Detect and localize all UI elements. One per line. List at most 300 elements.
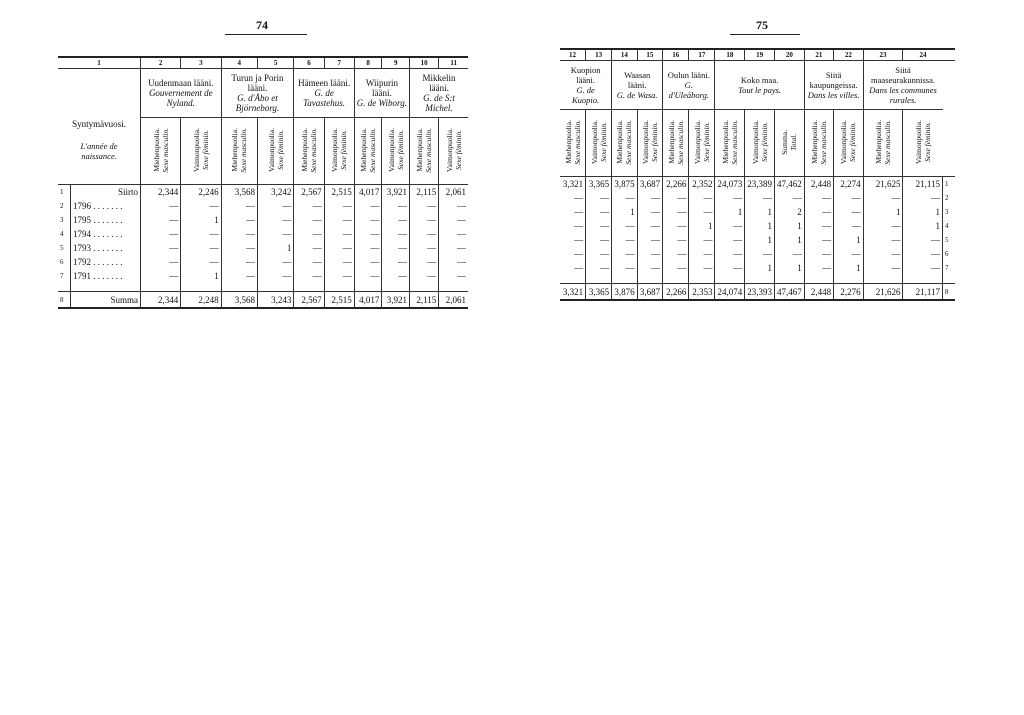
male-label-fr: Sexe masculin. [675, 119, 685, 165]
colnum-index [943, 49, 956, 61]
table-cell: — [409, 199, 438, 213]
male-sex-label [721, 120, 739, 165]
female-sex-label [693, 120, 711, 164]
spacer-cell [560, 275, 586, 284]
spacer-cell [71, 283, 141, 292]
table-cell: — [181, 255, 221, 269]
table-cell: 1 [745, 233, 775, 247]
table-cell: — [863, 233, 903, 247]
table-cell: — [221, 227, 257, 241]
right-table [560, 48, 955, 301]
female-sex-header [689, 110, 715, 177]
female-label-fi: Vaimonpuolia. [266, 128, 276, 172]
summa-label [780, 130, 798, 155]
female-sex-header [903, 110, 943, 177]
table-cell: 3,242 [257, 185, 293, 200]
male-label-fi: Miehenpuolia. [230, 128, 240, 172]
region-fr: G. de Wiborg. [356, 98, 407, 108]
table-cell: — [574, 235, 584, 245]
male-sex-label [615, 120, 633, 165]
spacer-cell [409, 283, 438, 292]
region-fi: Wiipurin lääni. [365, 78, 398, 98]
male-label-fr: Sexe masculin. [883, 119, 892, 165]
sum-row [58, 292, 468, 309]
table-cell: — [663, 247, 689, 261]
table-row [560, 191, 955, 205]
table-cell: — [637, 205, 663, 219]
female-label-fi: Vaimonpuolia. [750, 120, 760, 164]
region-fr: G. de Tavastehus. [303, 88, 346, 108]
table-cell: — [612, 261, 638, 275]
left-region-headers [58, 69, 468, 118]
table-cell: — [689, 191, 715, 205]
female-sex-header [586, 110, 612, 177]
spacer-cell [58, 283, 71, 292]
table-row [58, 255, 468, 269]
table-cell: — [439, 255, 468, 269]
sum-cell: 2,353 [689, 284, 715, 301]
colnum-20: 20 [774, 49, 804, 61]
table-cell: — [294, 227, 324, 241]
table-cell: 3,687 [637, 177, 663, 192]
male-label-fi: Miehenpuolia. [720, 120, 730, 164]
region-fi: Kuopion lääni. [570, 65, 601, 85]
female-sex-label [387, 128, 405, 172]
table-cell: — [221, 213, 257, 227]
male-label-fi: Miehenpuolia. [874, 120, 883, 164]
table-cell: 1 [257, 241, 293, 255]
sum-cell: 21,117 [903, 284, 943, 301]
colnum-21: 21 [804, 49, 833, 61]
stub-header [58, 69, 141, 185]
table-cell: — [863, 247, 903, 261]
sum-cell: 24,074 [715, 284, 745, 301]
sum-cell: 23,393 [745, 284, 775, 301]
region-header-kuopio [560, 61, 612, 110]
spacer-cell [637, 275, 663, 284]
table-cell: — [586, 233, 612, 247]
table-cell: — [663, 233, 689, 247]
region-fi: Waasan lääni. [624, 70, 651, 90]
table-cell: — [637, 233, 663, 247]
koko-fi: Koko maa. [740, 75, 779, 85]
male-label-fi: Miehenpuolia. [666, 120, 676, 164]
female-sex-header [257, 118, 293, 185]
region-header-wiborg [354, 69, 409, 118]
table-cell: — [715, 219, 745, 233]
row-index: 4 [943, 219, 956, 233]
table-cell: — [439, 213, 468, 227]
spacer-cell [745, 275, 775, 284]
female-sex-label [330, 128, 348, 172]
table-cell: — [221, 241, 257, 255]
colnum-11: 11 [439, 57, 468, 69]
table-cell: 1 [774, 261, 804, 275]
table-cell: — [689, 233, 715, 247]
spacer-cell [257, 283, 293, 292]
table-cell: — [663, 261, 689, 275]
table-cell: — [574, 193, 584, 203]
female-sex-label [914, 120, 932, 164]
male-sex-header [141, 118, 181, 185]
table-cell: 2 [774, 205, 804, 219]
colnum-2: 2 [141, 57, 181, 69]
sum-cell: 47,467 [774, 284, 804, 301]
table-cell: 1 [903, 205, 943, 219]
spacer-cell [903, 275, 943, 284]
row-label: 1794 . . . . . . . [71, 227, 141, 241]
region-header-uleaborg [663, 61, 715, 110]
table-cell: — [294, 255, 324, 269]
spacer-cell [324, 283, 354, 292]
table-cell: — [382, 199, 410, 213]
sum-cell: 2,567 [294, 292, 324, 309]
male-label-fr: Sexe masculin. [818, 119, 828, 165]
female-label-fr: Sexe féminin. [453, 130, 463, 170]
table-cell: — [804, 261, 833, 275]
table-cell: — [774, 191, 804, 205]
table-cell: 3,321 [562, 179, 584, 189]
sum-cell: 3,568 [221, 292, 257, 309]
table-cell: — [834, 247, 863, 261]
table-cell: 1 [715, 205, 745, 219]
sum-cell: 3,321 [560, 284, 586, 301]
table-cell: — [745, 247, 775, 261]
region-header-st-michel [409, 69, 468, 118]
table-cell: 2,567 [294, 185, 324, 200]
row-index: 4 [60, 230, 64, 238]
table-cell: — [181, 199, 221, 213]
table-cell: 1 [903, 219, 943, 233]
male-label-fi: Miehenpuolia. [415, 128, 425, 172]
table-cell: — [354, 269, 382, 283]
spacer-cell [181, 283, 221, 292]
table-cell: — [294, 269, 324, 283]
female-label-fi: Vaimonpuolia. [444, 128, 454, 172]
table-cell: — [382, 269, 410, 283]
female-label-fi: Vaimonpuolia. [191, 128, 201, 172]
table-cell: — [324, 269, 354, 283]
table-cell: — [382, 255, 410, 269]
sum-cell: 4,017 [354, 292, 382, 309]
female-sex-header [324, 118, 354, 185]
table-cell: 2,266 [663, 177, 689, 192]
female-label-fi: Vaimonpuolia. [589, 120, 599, 164]
table-cell: 1 [745, 261, 775, 275]
summa-fi: Summa. [780, 129, 790, 155]
female-label-fr: Sexe féminin. [848, 122, 858, 162]
table-cell: — [257, 269, 293, 283]
table-cell: 1 [181, 269, 221, 283]
female-label-fi: Vaimonpuolia. [386, 128, 396, 172]
male-label-fr: Sexe masculin. [368, 127, 378, 173]
table-cell: — [804, 205, 833, 219]
table-cell: — [715, 191, 745, 205]
table-cell: — [257, 199, 293, 213]
table-cell: 2,448 [804, 177, 833, 192]
male-sex-header [354, 118, 382, 185]
colnum-22: 22 [834, 49, 863, 61]
table-cell: 2,061 [439, 185, 468, 200]
table-cell: 1 [774, 233, 804, 247]
table-cell: — [863, 191, 903, 205]
female-label-fr: Sexe féminin. [395, 130, 405, 170]
table-cell: — [324, 241, 354, 255]
male-sex-header [663, 110, 689, 177]
table-cell: — [637, 191, 663, 205]
table-cell: — [382, 227, 410, 241]
right-page-rule [730, 34, 800, 35]
table-cell: — [715, 261, 745, 275]
rural-fi: Siitä maaseurakunnissa. [871, 65, 936, 85]
spacer-cell [774, 275, 804, 284]
right-sex-headers [560, 110, 955, 177]
table-row [560, 177, 955, 192]
sum-cell: 2,276 [834, 284, 863, 301]
male-sex-header [715, 110, 745, 177]
table-cell: — [689, 205, 715, 219]
table-cell: — [324, 199, 354, 213]
male-sex-label [667, 120, 685, 165]
female-sex-header [439, 118, 468, 185]
female-label-fr: Sexe féminin. [701, 122, 711, 162]
header-cities [804, 61, 863, 110]
table-cell: — [141, 199, 181, 213]
male-sex-header [409, 118, 438, 185]
table-cell: — [294, 241, 324, 255]
sum-cell: 21,626 [863, 284, 903, 301]
table-cell: — [637, 261, 663, 275]
table-cell: — [294, 199, 324, 213]
table-cell: — [834, 205, 863, 219]
table-cell: 1 [863, 205, 903, 219]
female-sex-header [637, 110, 663, 177]
table-cell: 1 [745, 205, 775, 219]
koko-fr: Tout le pays. [738, 85, 782, 95]
male-label-fr: Sexe masculin. [160, 127, 170, 173]
table-cell: — [181, 241, 221, 255]
table-cell: — [612, 219, 638, 233]
spacer-cell [294, 283, 324, 292]
female-sex-header [382, 118, 410, 185]
table-cell: 1 [181, 213, 221, 227]
header-rural [863, 61, 942, 110]
table-cell: — [354, 255, 382, 269]
spacer-cell [221, 283, 257, 292]
male-label-fr: Sexe masculin. [308, 127, 318, 173]
table-cell: 3,875 [612, 177, 638, 192]
row-index: 1 [60, 188, 64, 196]
male-sex-header [863, 110, 903, 177]
colnum-12: 12 [560, 49, 586, 61]
left-body [58, 185, 468, 309]
female-label-fr: Sexe féminin. [339, 130, 349, 170]
male-sex-label [230, 128, 248, 173]
left-page-number: 74 [256, 18, 268, 32]
table-cell: 3,365 [586, 177, 612, 192]
summa-header [774, 110, 804, 177]
female-sex-header [834, 110, 863, 177]
table-cell: — [804, 233, 833, 247]
sum-cell: 3,876 [612, 284, 638, 301]
table-cell: 1 [834, 261, 863, 275]
male-sex-label [810, 120, 828, 165]
table-cell: — [903, 247, 943, 261]
table-cell: — [409, 227, 438, 241]
table-cell: 3,921 [382, 185, 410, 200]
male-sex-header [804, 110, 833, 177]
table-cell: — [804, 247, 833, 261]
female-sex-label [445, 128, 463, 172]
table-row [560, 247, 955, 261]
table-cell: — [141, 227, 181, 241]
spacer-cell [612, 275, 638, 284]
region-fr: G. de Wasa. [616, 90, 658, 100]
spacer-cell [834, 275, 863, 284]
region-header-nyland [141, 69, 222, 118]
right-column-numbers [560, 49, 955, 61]
table-cell: — [903, 261, 943, 275]
spacer-cell [141, 283, 181, 292]
male-sex-label [152, 128, 170, 173]
table-cell: — [863, 219, 903, 233]
table-cell: 1 [745, 219, 775, 233]
sum-cell: 3,921 [382, 292, 410, 309]
female-label-fr: Sexe féminin. [200, 130, 210, 170]
table-cell: — [221, 269, 257, 283]
female-label-fr: Sexe féminin. [598, 122, 608, 162]
colnum-16: 16 [663, 49, 689, 61]
table-cell: — [804, 191, 833, 205]
table-cell: 2,515 [324, 185, 354, 200]
table-cell: — [354, 213, 382, 227]
table-cell: — [324, 227, 354, 241]
table-cell: 24,073 [715, 177, 745, 192]
table-row [560, 219, 955, 233]
region-fi: Turun ja Porin lääni. [231, 73, 284, 93]
region-fi: Oulun lääni. [667, 70, 710, 80]
table-row [58, 227, 468, 241]
table-cell: — [804, 219, 833, 233]
male-label-fr: Sexe masculin. [239, 127, 249, 173]
table-cell: — [439, 227, 468, 241]
male-label-fi: Miehenpuolia. [359, 128, 369, 172]
region-fi: Mikkelin lääni. [422, 73, 456, 93]
colnum-6: 6 [294, 57, 324, 69]
male-sex-label [874, 120, 892, 165]
spacer-cell [382, 283, 410, 292]
region-fr: G. de S:t Michel. [423, 93, 455, 113]
spacer-cell [715, 275, 745, 284]
spacer-row [58, 283, 468, 292]
table-cell: — [903, 191, 943, 205]
spacer-cell [663, 275, 689, 284]
table-cell: — [637, 247, 663, 261]
table-cell: 4,017 [354, 185, 382, 200]
table-cell: — [637, 219, 663, 233]
table-cell: — [586, 191, 612, 205]
spacer-cell [689, 275, 715, 284]
female-sex-header [745, 110, 775, 177]
table-cell: — [612, 247, 638, 261]
colnum-5: 5 [257, 57, 293, 69]
spacer-cell [863, 275, 903, 284]
table-cell: — [774, 247, 804, 261]
sum-cell: 3,243 [257, 292, 293, 309]
rural-fr: Dans les communes rurales. [869, 85, 937, 105]
table-cell: — [409, 269, 438, 283]
table-cell: — [141, 213, 181, 227]
table-cell: — [715, 233, 745, 247]
table-cell: — [439, 199, 468, 213]
table-cell: — [324, 213, 354, 227]
row-index: 3 [60, 216, 64, 224]
table-cell: — [294, 213, 324, 227]
region-fr: Gouvernement de Nyland. [148, 88, 213, 108]
table-cell: 2,344 [141, 185, 181, 200]
row-index: 1 [943, 177, 956, 192]
region-header-tavastehus [294, 69, 354, 118]
region-header-wasa [612, 61, 663, 110]
table-cell: — [141, 255, 181, 269]
table-cell: — [663, 191, 689, 205]
right-body [560, 177, 955, 301]
row-label: 1793 . . . . . . . [71, 241, 141, 255]
female-label-fr: Sexe féminin. [759, 122, 769, 162]
male-sex-label [415, 128, 433, 173]
table-cell: — [439, 269, 468, 283]
cities-fr: Dans les villes. [807, 90, 860, 100]
row-index: 8 [943, 284, 956, 301]
spacer-cell [943, 275, 956, 284]
left-table [58, 56, 468, 309]
table-cell: — [574, 249, 584, 259]
table-cell: 23,389 [745, 177, 775, 192]
stub-subtitle: L'année de naissance. [80, 140, 118, 161]
female-sex-label [267, 128, 285, 172]
colnum-24: 24 [903, 49, 943, 61]
sum-cell: 2,448 [804, 284, 833, 301]
sum-cell: 2,115 [409, 292, 438, 309]
table-cell: 2,274 [834, 177, 863, 192]
header-koko-maa [715, 61, 804, 110]
table-cell: — [409, 213, 438, 227]
sum-cell: 2,061 [439, 292, 468, 309]
row-index: 7 [943, 261, 956, 275]
female-sex-label [751, 120, 769, 164]
table-cell: 2,115 [409, 185, 438, 200]
row-index: 8 [58, 292, 71, 309]
row-index: 2 [60, 202, 64, 210]
cities-fi: Siitä kaupungeissa. [809, 70, 858, 90]
colnum-1: 1 [58, 57, 141, 69]
spacer-cell [354, 283, 382, 292]
summa-fr: Total. [789, 133, 799, 151]
table-cell: — [586, 205, 612, 219]
row-index: 6 [943, 247, 956, 261]
male-label-fi: Miehenpuolia. [563, 120, 573, 164]
region-fr: G. d'Uleåborg. [668, 80, 710, 100]
left-page-rule [225, 34, 307, 35]
table-cell: 2,246 [181, 185, 221, 200]
table-cell: — [586, 247, 612, 261]
table-cell: — [715, 247, 745, 261]
table-cell: — [689, 261, 715, 275]
male-sex-label [564, 120, 582, 165]
table-cell: — [141, 269, 181, 283]
sum-cell: 3,365 [586, 284, 612, 301]
row-index: 5 [943, 233, 956, 247]
